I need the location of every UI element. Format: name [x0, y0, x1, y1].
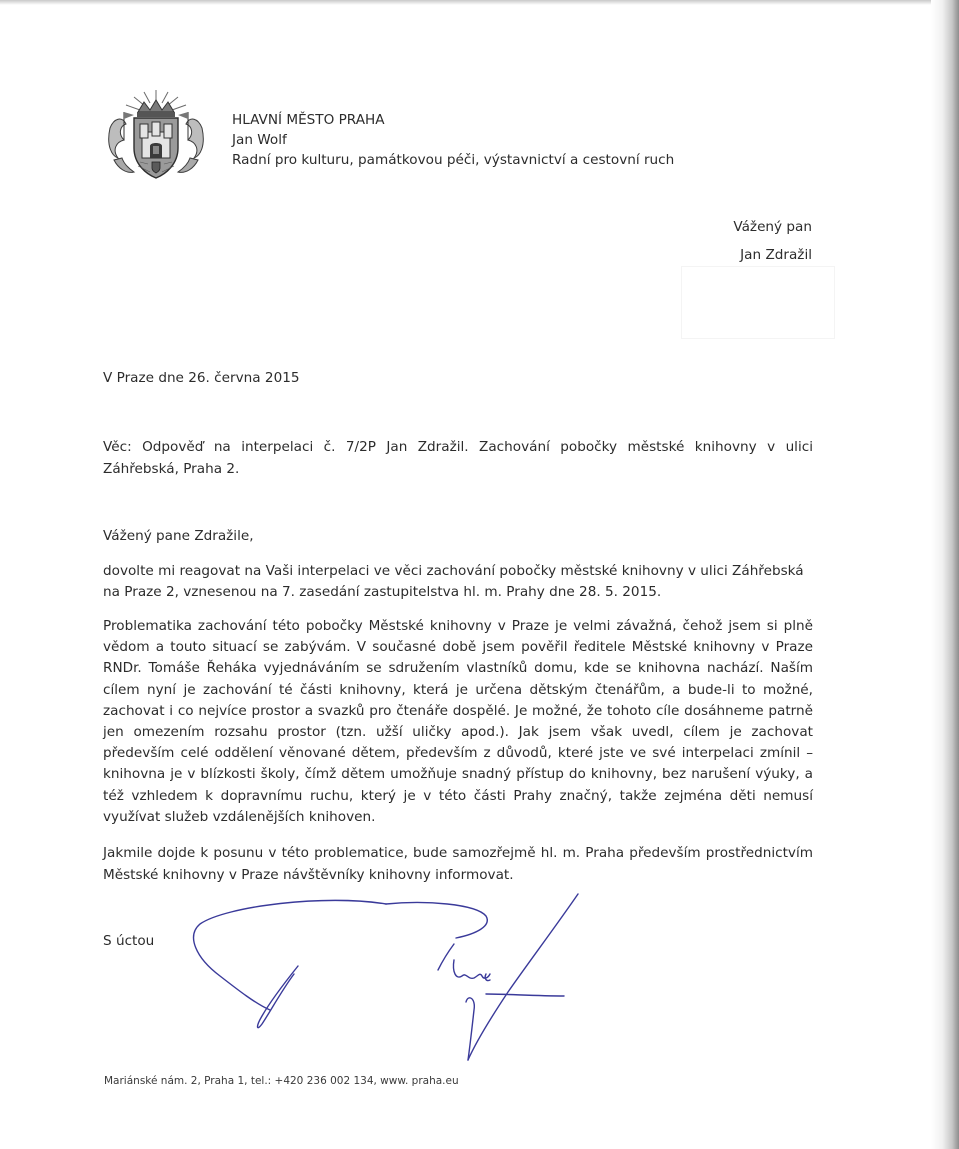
scan-top-edge [0, 0, 959, 5]
footer-address: Mariánské nám. 2, Praha 1, tel.: +420 236 002 134, www. praha.eu [104, 1075, 459, 1087]
letter-paragraph: Problematika zachování této pobočky Městské knihovny v Praze je velmi závažná, čehož jsem si plně vědom a touto situací se zabývám. V současné době jsem pověřil ředitele Městské knihovny v Praze RNDr. Tomáše Řeháka vyjednáváním se sdružením vlastníků domu, kde se knihovna nachází. Naším cílem nyní je zachování té části knihovny, která je určena dětským čtenářům, a bude-li to možné, zachovat i co nejvíce prostor a svazků pro čtenáře dospělé. Je možné, že tohoto cíle dosáhneme patrně jen omezením rozsahu prostor (tzn. užší uličky apod.). Jak jsem však uvedl, cílem je zachovat především celé oddělení věnované dětem, především z důvodů, které jste ve své interpelaci zmínil – knihovna je v blízkosti školy, čímž dětem umožňuje snadný přístup do knihovny, bez narušení výuky, a též vzhledem k dopravnímu ruchu, který je v této části Prahy značný, takže zejména děti nemusí využívat služeb vzdálenějších knihoven. [103, 618, 813, 825]
sender-position: Radní pro kulturu, památkovou péči, výstavnictví a cestovní ruch [232, 152, 675, 168]
recipient-salutation: Vážený pan [733, 219, 812, 235]
handwritten-signature [186, 886, 606, 1066]
prague-coat-of-arms-icon [104, 88, 208, 184]
organization-name: HLAVNÍ MĚSTO PRAHA [232, 112, 385, 128]
scan-right-shadow [931, 0, 959, 1149]
sender-name: Jan Wolf [232, 132, 287, 148]
letter-salutation: Vážený pane Zdražile, [103, 528, 254, 544]
letter-paragraph: dovolte mi reagovat na Vaši interpelaci ve věci zachování pobočky městské knihovny v ulici Záhřebská na Praze 2, vznesenou na 7. zasedání zastupitelstva hl. m. Prahy dne 28. 5. 2015. [103, 563, 804, 600]
letter-date: V Praze dne 26. června 2015 [103, 370, 300, 386]
recipient-block [733, 217, 812, 265]
letter-closing: S úctou [103, 933, 155, 949]
letter-subject: Věc: Odpověď na interpelaci č. 7/2P Jan Zdražil. Zachování pobočky městské knihovny v ulici Záhřebská, Praha 2. [103, 439, 813, 477]
recipient-name: Jan Zdražil [740, 247, 812, 263]
letterhead [232, 110, 674, 170]
redacted-address-box [681, 266, 835, 339]
letter-paragraph: Jakmile dojde k posunu v této problematice, bude samozřejmě hl. m. Praha především prostřednictvím Městské knihovny v Praze návštěvníky knihovny informovat. [103, 845, 813, 883]
